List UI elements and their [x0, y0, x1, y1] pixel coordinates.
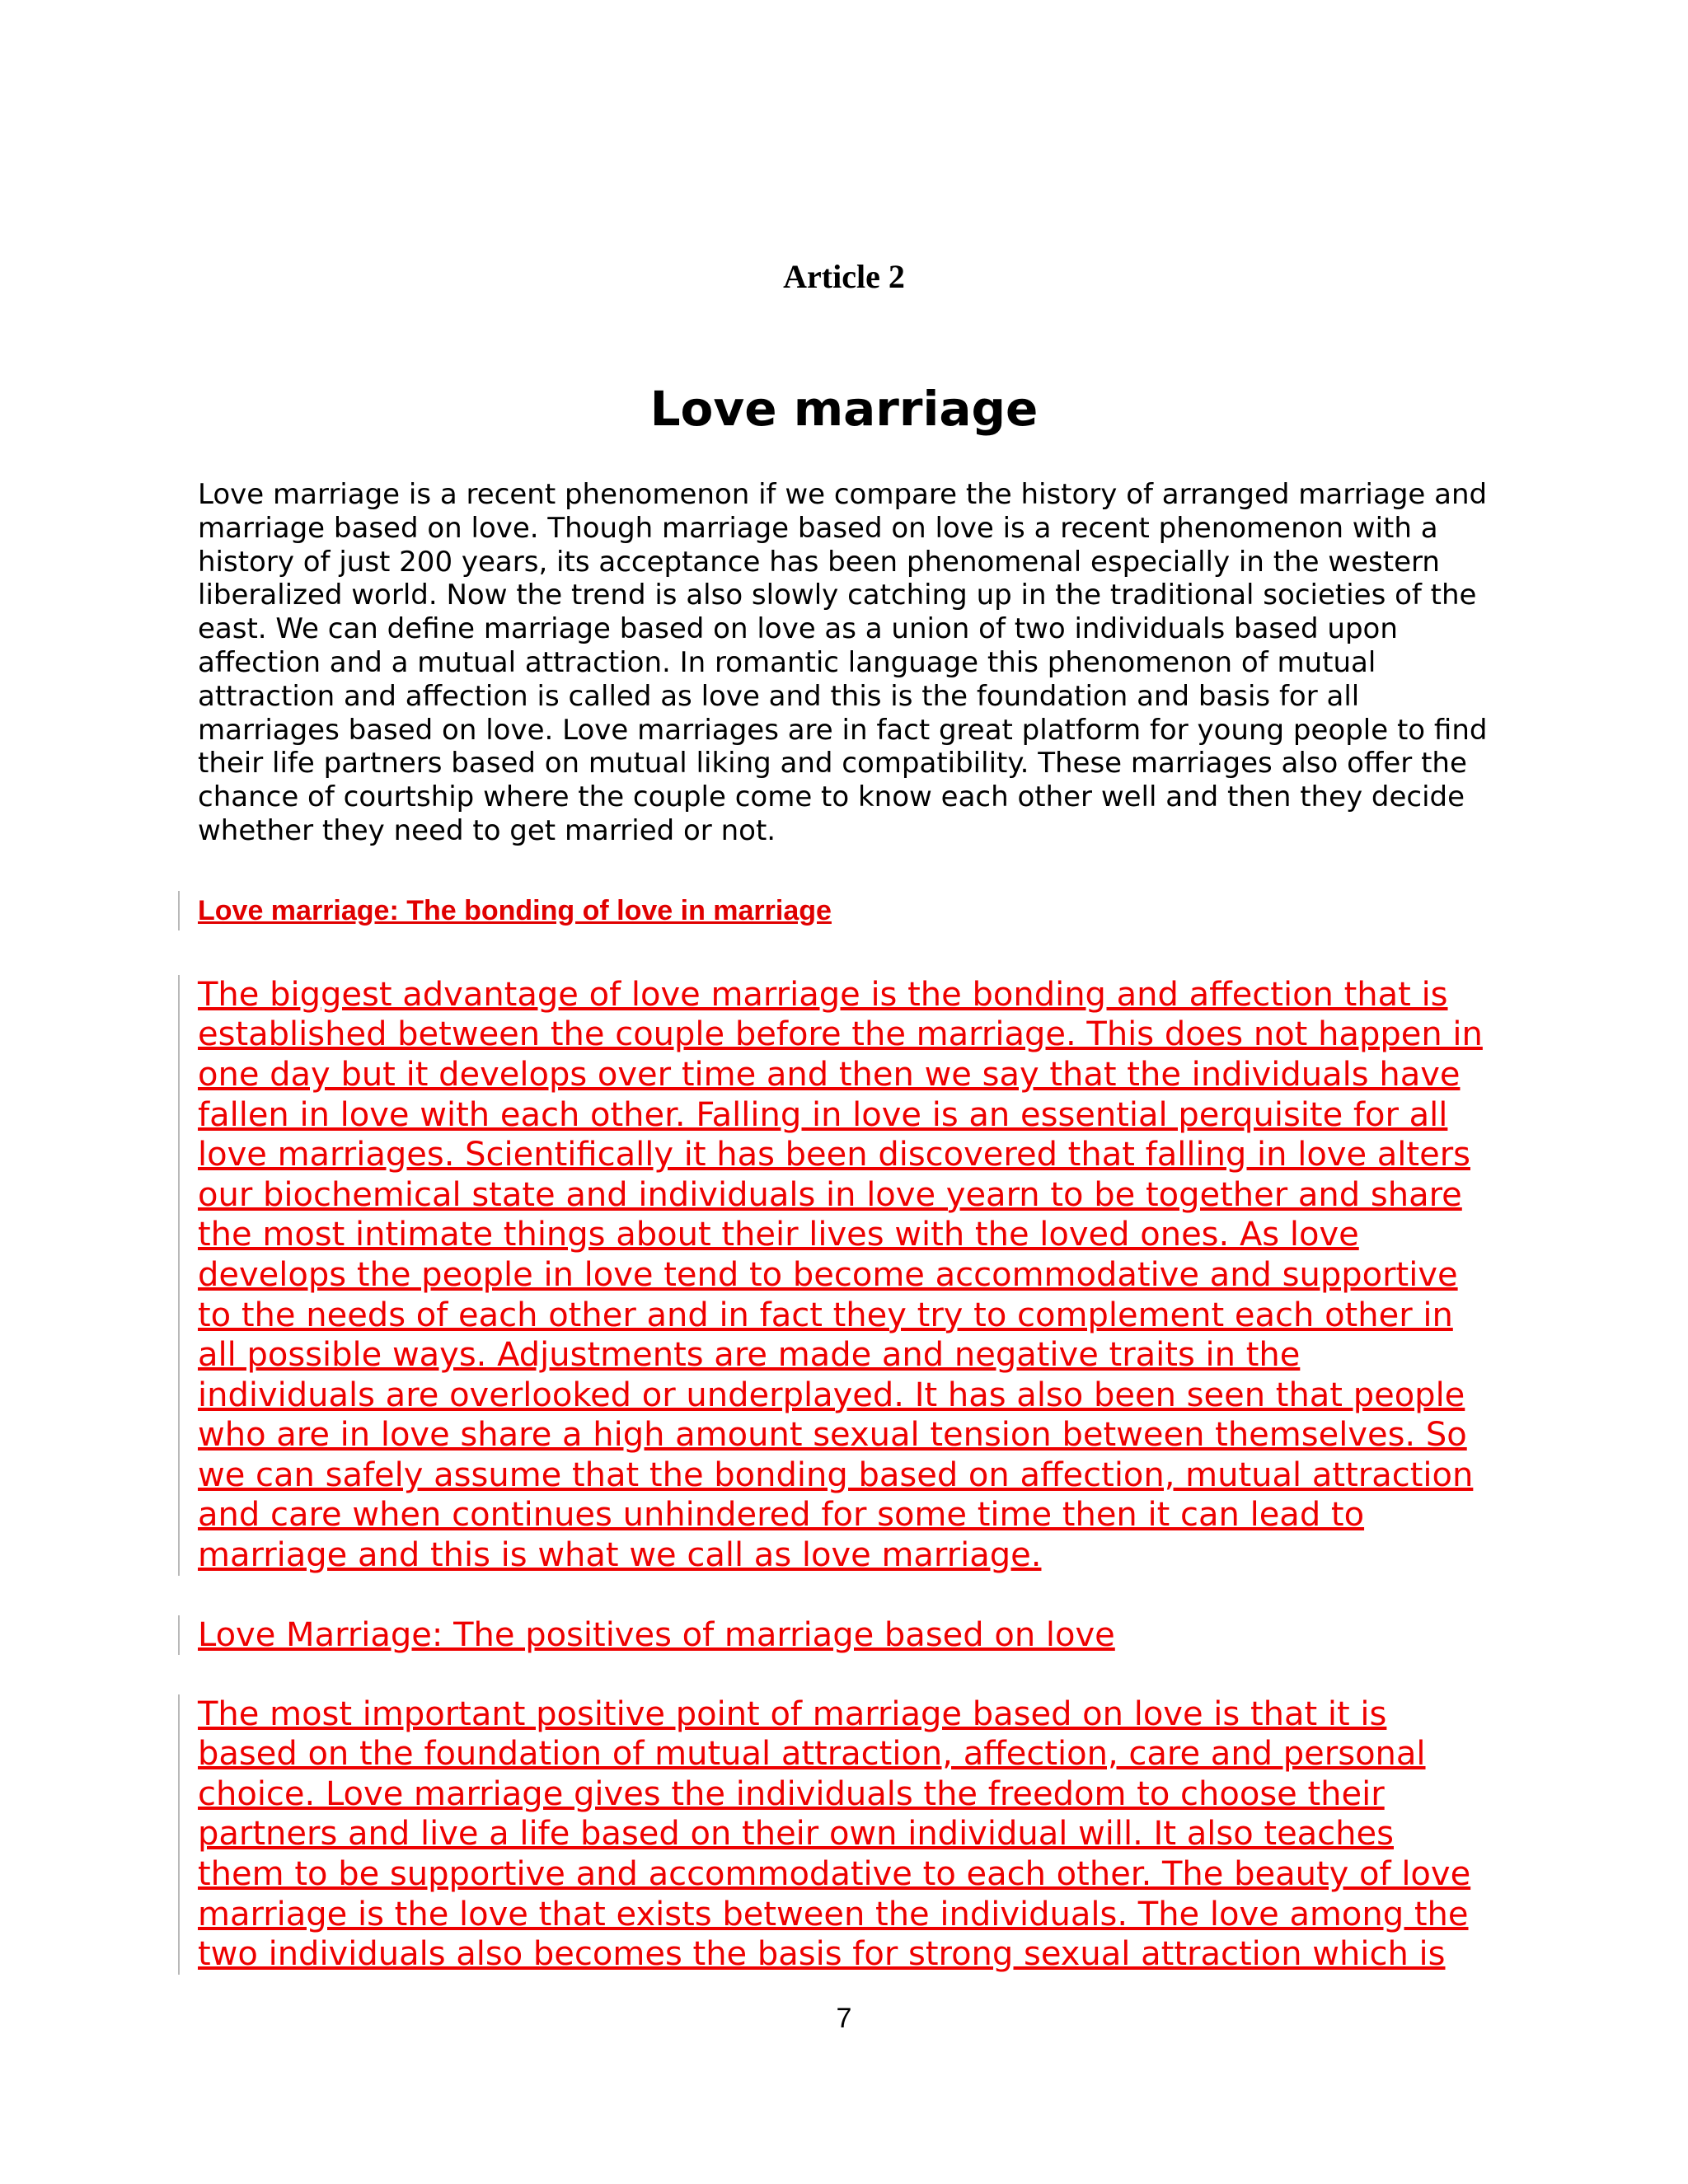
paragraph-line: The most important positive point of marriage based on love is that it is: [198, 1694, 1387, 1733]
section-heading-bonding: [198, 891, 1517, 930]
paragraph-line: our biochemical state and individuals in love yearn to be together and share: [198, 1175, 1462, 1214]
paragraph-line: who are in love share a high amount sexual tension between themselves. So: [198, 1416, 1467, 1455]
paragraph-line: love marriages. Scientifically it has been discovered that falling in love alters: [198, 1136, 1470, 1174]
revision-change-bar: [178, 1615, 180, 1655]
paragraph-line: to the needs of each other and in fact they try to complement each other in: [198, 1296, 1453, 1334]
revision-change-bar: [178, 891, 180, 930]
document-body: [198, 478, 1517, 1975]
intro-line: affection and a mutual attraction. In romantic language this phenomenon of mutual: [198, 645, 1376, 679]
revision-change-bar: [178, 975, 180, 1576]
section-paragraph-bonding: [198, 975, 1517, 1576]
paragraph-line: two individuals also becomes the basis for strong sexual attraction which is: [198, 1935, 1446, 1974]
paragraph-line: choice. Love marriage gives the individuals the freedom to choose their: [198, 1774, 1385, 1813]
page-title: Love marriage: [649, 381, 1039, 437]
paragraph-line: based on the foundation of mutual attraction, affection, care and personal: [198, 1735, 1426, 1774]
paragraph-line: marriage and this is what we call as love marriage.: [198, 1536, 1042, 1575]
paragraph-line: and care when continues unhindered for some time then it can lead to: [198, 1496, 1365, 1535]
section-paragraph-positives: [198, 1694, 1517, 1975]
intro-line: whether they need to get married or not.: [198, 813, 776, 847]
section-heading-text: Love Marriage: The positives of marriage based on love: [198, 1615, 1115, 1654]
page-number: 7: [836, 2003, 852, 2034]
paragraph-line: marriage is the love that exists between the individuals. The love among the: [198, 1895, 1469, 1933]
intro-line: chance of courtship where the couple come to know each other well and then they decide: [198, 780, 1465, 814]
paragraph-line: individuals are overlooked or underplayed. It has also been seen that people: [198, 1376, 1465, 1414]
paragraph-line: we can safely assume that the bonding based on affection, mutual attraction: [198, 1455, 1474, 1494]
paragraph-line: fallen in love with each other. Falling in love is an essential perquisite for all: [198, 1095, 1448, 1134]
intro-line: marriage based on love. Though marriage based on love is a recent phenomenon with a: [198, 511, 1438, 545]
paragraph-line: one day but it develops over time and then we say that the individuals have: [198, 1055, 1461, 1094]
intro-line: attraction and affection is called as love and this is the foundation and basis for all: [198, 679, 1360, 713]
intro-line: their life partners based on mutual liking and compatibility. These marriages also offer the: [198, 747, 1467, 780]
article-label: Article 2: [783, 258, 905, 295]
paragraph-line: The biggest advantage of love marriage is the bonding and affection that is: [198, 975, 1448, 1014]
intro-line: liberalized world. Now the trend is also slowly catching up in the traditional societies of the: [198, 579, 1477, 612]
paragraph-line: partners and live a life based on their own individual will. It also teaches: [198, 1815, 1394, 1854]
paragraph-line: all possible ways. Adjustments are made and negative traits in the: [198, 1336, 1301, 1375]
intro-line: marriages based on love. Love marriages are in fact great platform for young people to find: [198, 713, 1488, 747]
section-heading-text: Love marriage: The bonding of love in marriage: [198, 894, 832, 926]
paragraph-line: the most intimate things about their lives with the loved ones. As love: [198, 1216, 1359, 1254]
paragraph-line: established between the couple before the marriage. This does not happen in: [198, 1015, 1483, 1054]
paragraph-line: them to be supportive and accommodative to each other. The beauty of love: [198, 1855, 1471, 1894]
revision-change-bar: [178, 1694, 180, 1975]
intro-line: Love marriage is a recent phenomenon if we compare the history of arranged marriage and: [198, 478, 1488, 511]
intro-line: history of just 200 years, its acceptance has been phenomenal especially in the western: [198, 545, 1440, 579]
section-heading-positives: [198, 1615, 1517, 1655]
intro-line: east. We can define marriage based on love as a union of two individuals based upon: [198, 612, 1398, 646]
intro-paragraph: [198, 478, 1517, 848]
paragraph-line: develops the people in love tend to become accommodative and supportive: [198, 1255, 1458, 1294]
